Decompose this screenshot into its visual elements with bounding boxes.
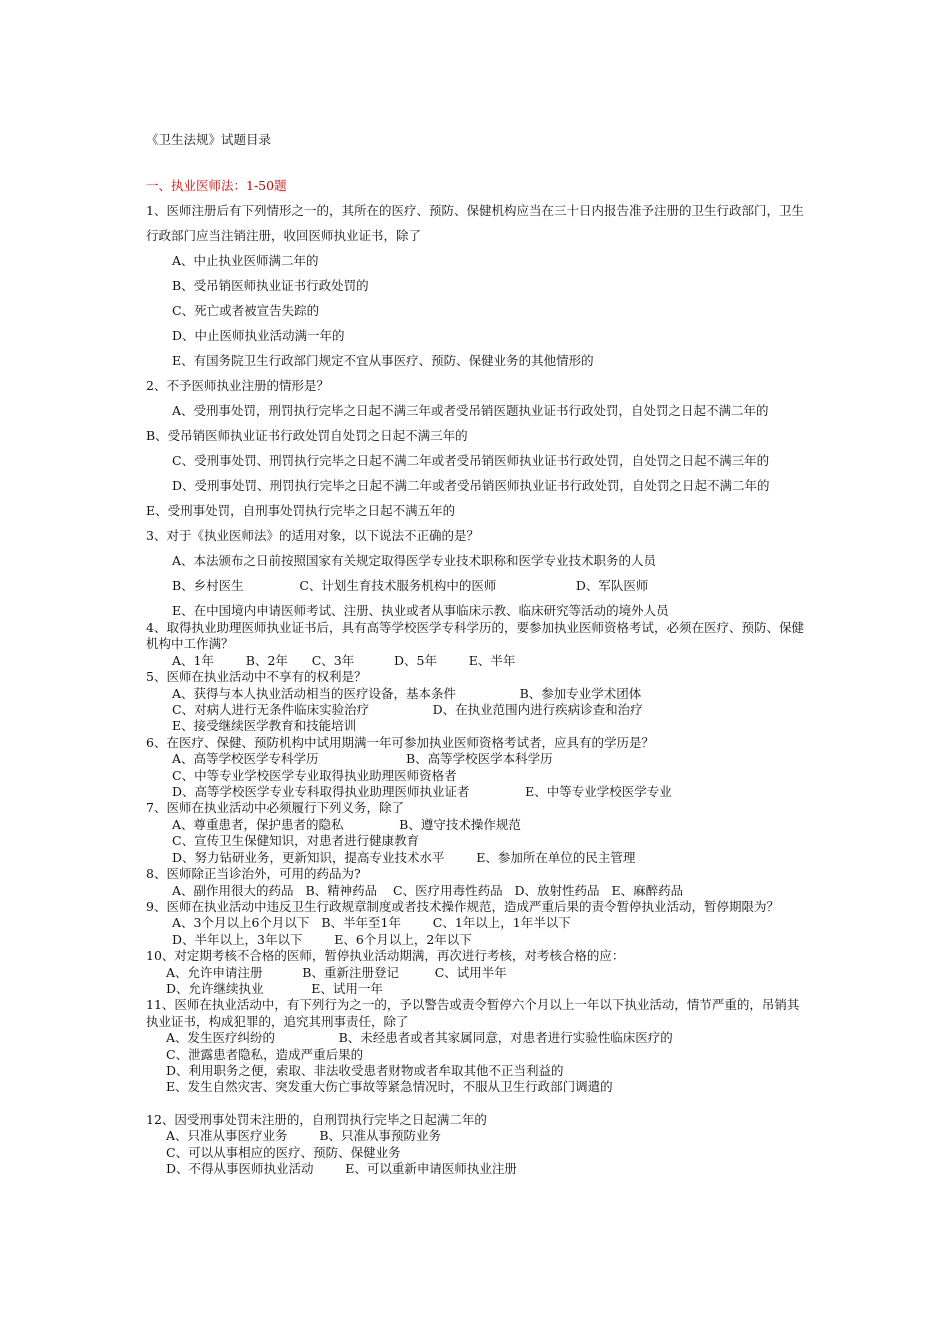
q5-option-ab: A、获得与本人执业活动相当的医疗设备，基本条件 B、参加专业学术团体 — [172, 685, 642, 701]
q7-option-c: C、宣传卫生保健知识，对患者进行健康教育 — [172, 833, 420, 849]
question-2: 2、不予医师执业注册的情形是？ — [146, 378, 329, 393]
q11-option-e: E、发生自然灾害、突发重大伤亡事故等紧急情况时，不服从卫生行政部门调遣的 — [166, 1079, 613, 1095]
q10-option-abc: A、允许申请注册 B、重新注册登记 C、试用半年 — [166, 964, 507, 980]
q1-option-a: A、中止执业医师满二年的 — [172, 253, 319, 268]
q10-option-de: D、允许继续执业 E、试用一年 — [166, 980, 383, 996]
document-title: 《卫生法规》试题目录 — [146, 132, 272, 147]
q7-option-ab: A、尊重患者，保护患者的隐私 B、遵守技术操作规范 — [172, 816, 521, 832]
q6-option-de: D、高等学校医学专业专科取得执业助理医师执业证者 E、中等专业学校医学专业 — [172, 784, 672, 800]
question-10: 10、对定期考核不合格的医师，暂停执业活动期满，再次进行考核，对考核合格的应： — [146, 948, 625, 964]
question-11: 11、医师在执业活动中，有下列行为之一的，予以警告或责令暂停六个月以上一年以下执业活动，情节严重的，吊销其执业证书，构成犯罪的，追究其刑事责任，除了 — [146, 997, 800, 1029]
q1-option-b: B、受吊销医师执业证书行政处罚的 — [172, 278, 369, 293]
q11-option-d: D、利用职务之便，索取、非法收受患者财物或者牟取其他不正当利益的 — [166, 1062, 564, 1078]
q1-option-c: C、死亡或者被宣告失踪的 — [172, 303, 320, 318]
question-12: 12、因受刑事处罚未注册的，自刑罚执行完毕之日起满二年的 — [146, 1111, 487, 1127]
q8-options: A、副作用很大的药品 B、精神药品 C、医疗用毒性药品 D、放射性药品 E、麻醉药品 — [172, 882, 684, 898]
q3-option-a: A、本法颁布之日前按照国家有关规定取得医学专业技术职称和医学专业技术职务的人员 — [172, 553, 657, 568]
q2-option-ab: A、受刑事处罚，刑罚执行完毕之日起不满三年或者受吊销医题执业证书行政处罚，自处罚之日起不满二年的 B、受吊销医师执业证书行政处罚自处罚之日起不满三年的 — [146, 403, 848, 443]
q6-option-c: C、中等专业学校医学专业取得执业助理医师资格者 — [172, 767, 457, 783]
q3-option-e: E、在中国境内申请医师考试、注册、执业或者从事临床示教、临床研究等活动的境外人员 — [172, 603, 669, 618]
dense-questions — [146, 620, 810, 1177]
question-9: 9、医师在执业活动中违反卫生行政规章制度或者技术操作规范，造成严重后果的责令暂停执业活动，暂停期限为？ — [146, 898, 779, 914]
question-1: 1、医师注册后有下列情形之一的，其所在的医疗、预防、保健机构应当在三十日内报告准予注册的卫生行政部门，卫生行政部门应当注销注册，收回医师执业证书，除了 — [146, 203, 804, 243]
q11-option-c: C、泄露患者隐私，造成严重后果的 — [166, 1046, 364, 1062]
q3-option-bcd: B、乡村医生 C、计划生育技术服务机构中的医师 D、军队医师 — [172, 578, 649, 593]
q5-option-cd: C、对病人进行无条件临床实验治疗 D、在执业范围内进行疾病诊查和治疗 — [172, 702, 643, 718]
q12-option-ab: A、只准从事医疗业务 B、只准从事预防业务 — [166, 1128, 442, 1144]
spacer — [146, 1096, 810, 1112]
q9-option-abc: A、3个月以上6个月以下 B、半年至1年 C、1年以上，1年半以下 — [172, 915, 571, 931]
q4-options: A、1年 B、2年 C、3年 D、5年 E、半年 — [172, 652, 516, 668]
q2-option-c: C、受刑事处罚、刑罚执行完毕之日起不满二年或者受吊销医师执业证书行政处罚，自处罚之日起不满三年的 — [172, 453, 770, 468]
q12-option-c: C、可以从事相应的医疗、预防、保健业务 — [166, 1144, 401, 1160]
q5-option-e: E、接受继续医学教育和技能培训 — [172, 718, 357, 734]
q11-option-ab: A、发生医疗纠纷的 B、未经患者或者其家属同意，对患者进行实验性临床医疗的 — [166, 1030, 673, 1046]
question-8: 8、医师除正当诊治外，可用的药品为? — [146, 866, 361, 882]
q12-option-de: D、不得从事医师执业活动 E、可以重新申请医师执业注册 — [166, 1161, 517, 1176]
q1-option-d: D、中止医师执业活动满一年的 — [172, 328, 345, 343]
q9-option-de: D、半年以上，3年以下 E、6个月以上，2年以下 — [172, 931, 472, 947]
q1-option-e: E、有国务院卫生行政部门规定不宜从事医疗、预防、保健业务的其他情形的 — [172, 353, 594, 368]
question-7: 7、医师在执业活动中必须履行下列义务，除了 — [146, 800, 404, 816]
question-3: 3、对于《执业医师法》的适用对象，以下说法不正确的是？ — [146, 528, 479, 543]
loose-questions — [146, 198, 869, 623]
section-title: 一、执业医师法：1-50题 — [146, 178, 287, 193]
q6-option-ab: A、高等学校医学专科学历 B、高等学校医学本科学历 — [172, 751, 553, 767]
question-4: 4、取得执业助理医师执业证书后，具有高等学校医学专科学历的，要参加执业医师资格考试，必须在医疗、预防、保健机构中工作满？ — [146, 620, 804, 652]
q7-option-de: D、努力钻研业务，更新知识，提高专业技术水平 E、参加所在单位的民主管理 — [172, 849, 636, 865]
question-6: 6、在医疗、保健、预防机构中试用期满一年可参加执业医师资格考试者，应具有的学历是？ — [146, 734, 654, 750]
document-page — [146, 130, 869, 1177]
q2-option-de: D、受刑事处罚、刑罚执行完毕之日起不满二年或者受吊销医师执业证书行政处罚，自处罚之日起不满二年的 E、受刑事处罚，自刑事处罚执行完毕之日起不满五年的 — [146, 478, 869, 518]
question-5: 5、医师在执业活动中不享有的权利是？ — [146, 669, 367, 685]
